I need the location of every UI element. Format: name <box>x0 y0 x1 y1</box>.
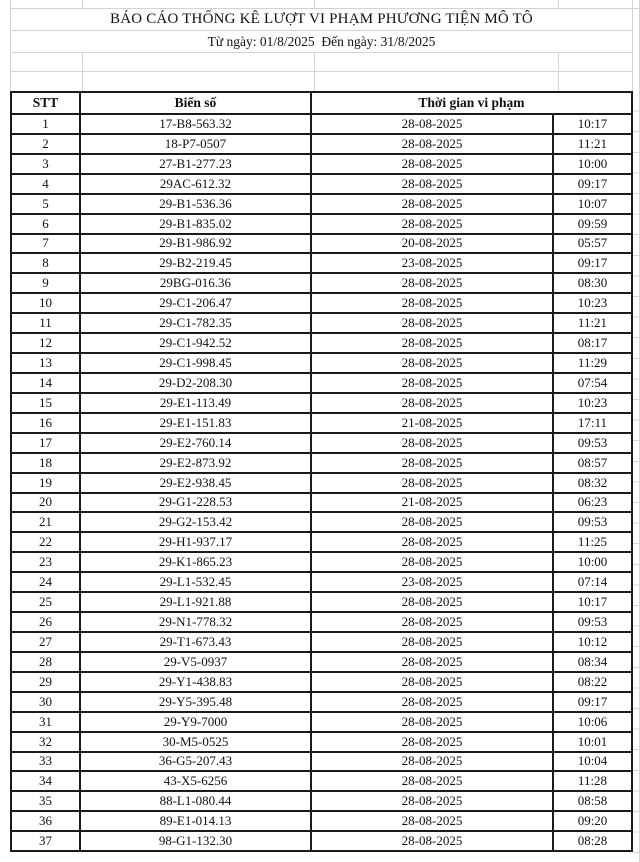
table-row <box>12 613 631 633</box>
cell-stt: 20 <box>12 494 81 512</box>
report-title: BÁO CÁO THỐNG KÊ LƯỢT VI PHẠM PHƯƠNG TIỆN MÔ TÔ <box>110 11 533 27</box>
cell-time: 06:23 <box>577 494 608 510</box>
cell-plate: 29-B1-536.36 <box>81 195 312 213</box>
cell-date: 28-08-2025 <box>312 115 554 133</box>
cell-date: 28-08-2025 <box>312 693 554 711</box>
cell-stt: 17 <box>12 434 81 452</box>
table-row <box>12 454 631 474</box>
cell-date: 28-08-2025 <box>312 274 554 292</box>
cell-time: 11:28 <box>577 773 608 789</box>
cell-time: 09:17 <box>577 175 608 191</box>
cell-stt: 22 <box>12 533 81 551</box>
cell-time: 10:00 <box>577 554 608 570</box>
cell-time: 11:29 <box>577 355 608 371</box>
table-row <box>12 772 631 792</box>
table-row <box>12 593 631 613</box>
cell-date: 28-08-2025 <box>312 593 554 611</box>
table-row <box>12 135 631 155</box>
cell-date: 28-08-2025 <box>312 673 554 691</box>
cell-stt: 29 <box>12 673 81 691</box>
cell-stt: 13 <box>12 354 81 372</box>
cell-plate: 29-Y5-395.48 <box>81 693 312 711</box>
cell-date: 28-08-2025 <box>312 733 554 751</box>
cell-stt: 14 <box>12 374 81 392</box>
table-row <box>12 254 631 274</box>
cell-stt: 10 <box>12 294 81 312</box>
cell-plate: 29-V5-0937 <box>81 653 312 671</box>
cell-time: 10:04 <box>577 753 608 769</box>
cell-time: 17:11 <box>577 414 608 430</box>
cell-plate: 29-B1-835.02 <box>81 215 312 233</box>
cell-time: 11:25 <box>577 534 608 550</box>
gridline-vertical <box>10 0 11 8</box>
cell-date: 28-08-2025 <box>312 772 554 790</box>
table-body <box>12 115 631 850</box>
cell-time: 08:58 <box>577 793 608 809</box>
cell-time: 11:21 <box>577 135 608 151</box>
cell-plate: 29-Y1-438.83 <box>81 673 312 691</box>
cell-plate: 29-C1-206.47 <box>81 294 312 312</box>
table-row <box>12 553 631 573</box>
cell-plate: 30-M5-0525 <box>81 733 312 751</box>
cell-stt: 26 <box>12 613 81 631</box>
cell-stt: 2 <box>12 135 81 153</box>
table-row <box>12 414 631 434</box>
cell-plate: 17-B8-563.32 <box>81 115 312 133</box>
gridline-vertical <box>558 0 559 8</box>
cell-date: 28-08-2025 <box>312 354 554 372</box>
table-row <box>12 474 631 494</box>
cell-stt: 18 <box>12 454 81 472</box>
cell-stt: 3 <box>12 155 81 173</box>
cell-date: 28-08-2025 <box>312 653 554 671</box>
cell-stt: 36 <box>12 812 81 830</box>
cell-plate: 29-D2-208.30 <box>81 374 312 392</box>
column-header-plate: Biển số <box>81 93 312 113</box>
cell-time: 09:17 <box>577 693 608 709</box>
cell-date: 21-08-2025 <box>312 414 554 432</box>
table-row <box>12 334 631 354</box>
cell-time: 08:34 <box>577 653 608 669</box>
cell-plate: 29-Y9-7000 <box>81 713 312 731</box>
cell-time: 05:57 <box>577 235 608 251</box>
cell-date: 28-08-2025 <box>312 792 554 810</box>
cell-plate: 29-L1-921.88 <box>81 593 312 611</box>
cell-date: 28-08-2025 <box>312 294 554 312</box>
cell-plate: 18-P7-0507 <box>81 135 312 153</box>
cell-time: 10:07 <box>577 195 608 211</box>
cell-time: 09:53 <box>577 514 608 530</box>
table-row <box>12 294 631 314</box>
cell-stt: 24 <box>12 573 81 591</box>
cell-time: 07:54 <box>577 374 608 390</box>
cell-date: 28-08-2025 <box>312 832 554 850</box>
report-date-range: Từ ngày: 01/8/2025 Đến ngày: 31/8/2025 <box>207 33 436 49</box>
table-row <box>12 693 631 713</box>
cell-date: 23-08-2025 <box>312 254 554 272</box>
cell-time: 08:22 <box>577 673 608 689</box>
cell-stt: 25 <box>12 593 81 611</box>
cell-plate: 29-N1-778.32 <box>81 613 312 631</box>
empty-rows-band <box>10 52 633 92</box>
cell-date: 28-08-2025 <box>312 713 554 731</box>
table-row <box>12 753 631 773</box>
column-header-stt: STT <box>12 93 81 113</box>
cell-stt: 30 <box>12 693 81 711</box>
cell-stt: 5 <box>12 195 81 213</box>
cell-stt: 19 <box>12 474 81 492</box>
table-row <box>12 354 631 374</box>
cell-stt: 9 <box>12 274 81 292</box>
table-row <box>12 633 631 653</box>
cell-plate: 43-X5-6256 <box>81 772 312 790</box>
table-row <box>12 274 631 294</box>
table-row <box>12 733 631 753</box>
cell-time: 09:17 <box>577 255 608 271</box>
cell-stt: 23 <box>12 553 81 571</box>
table-row <box>12 573 631 593</box>
violations-table <box>10 91 633 852</box>
cell-date: 28-08-2025 <box>312 812 554 830</box>
report-date-range-cell <box>10 30 633 53</box>
cell-time: 08:30 <box>577 275 608 291</box>
cell-stt: 11 <box>12 314 81 332</box>
cell-date: 28-08-2025 <box>312 334 554 352</box>
cell-stt: 21 <box>12 513 81 531</box>
cell-time: 10:17 <box>577 115 608 131</box>
gridline-vertical <box>558 53 559 91</box>
table-row <box>12 713 631 733</box>
cell-plate: 29-B2-219.45 <box>81 254 312 272</box>
table-row <box>12 653 631 673</box>
table-row <box>12 792 631 812</box>
cell-plate: 29-C1-782.35 <box>81 314 312 332</box>
table-row <box>12 235 631 255</box>
cell-date: 28-08-2025 <box>312 374 554 392</box>
cell-date: 23-08-2025 <box>312 573 554 591</box>
cell-time: 11:21 <box>577 315 608 331</box>
cell-date: 28-08-2025 <box>312 215 554 233</box>
cell-date: 28-08-2025 <box>312 434 554 452</box>
cell-stt: 32 <box>12 733 81 751</box>
cell-plate: 29-H1-937.17 <box>81 533 312 551</box>
cell-plate: 36-G5-207.43 <box>81 753 312 771</box>
cell-stt: 6 <box>12 215 81 233</box>
table-row <box>12 494 631 514</box>
table-row <box>12 513 631 533</box>
cell-date: 28-08-2025 <box>312 553 554 571</box>
column-header-violation-time: Thời gian vi phạm <box>418 95 525 110</box>
cell-plate: 29-B1-986.92 <box>81 235 312 253</box>
table-row <box>12 215 631 235</box>
cell-stt: 35 <box>12 792 81 810</box>
cell-stt: 8 <box>12 254 81 272</box>
cell-time: 08:57 <box>577 454 608 470</box>
gridline-vertical <box>314 53 315 91</box>
cell-date: 28-08-2025 <box>312 513 554 531</box>
cell-time: 08:28 <box>577 833 608 849</box>
cell-plate: 27-B1-277.23 <box>81 155 312 173</box>
cell-plate: 88-L1-080.44 <box>81 792 312 810</box>
cell-time: 10:23 <box>577 295 608 311</box>
cell-time: 07:14 <box>577 574 608 590</box>
gridline-vertical <box>632 0 633 8</box>
table-row <box>12 832 631 850</box>
cell-date: 28-08-2025 <box>312 474 554 492</box>
gridline-right-strip <box>633 91 640 862</box>
table-row <box>12 155 631 175</box>
cell-stt: 31 <box>12 713 81 731</box>
cell-plate: 29-C1-998.45 <box>81 354 312 372</box>
cell-time: 08:32 <box>577 474 608 490</box>
cell-plate: 29-G2-153.42 <box>81 513 312 531</box>
cell-date: 28-08-2025 <box>312 454 554 472</box>
table-row <box>12 374 631 394</box>
cell-date: 21-08-2025 <box>312 494 554 512</box>
cell-stt: 34 <box>12 772 81 790</box>
cell-time: 09:20 <box>577 813 608 829</box>
cell-plate: 98-G1-132.30 <box>81 832 312 850</box>
gridline-vertical <box>82 53 83 91</box>
cell-stt: 1 <box>12 115 81 133</box>
gridline-horizontal <box>11 71 632 72</box>
cell-time: 10:17 <box>577 594 608 610</box>
table-row <box>12 394 631 414</box>
cell-stt: 33 <box>12 753 81 771</box>
table-row <box>12 175 631 195</box>
cell-plate: 29-E1-113.49 <box>81 394 312 412</box>
cell-time: 10:01 <box>577 733 608 749</box>
cell-date: 28-08-2025 <box>312 135 554 153</box>
cell-time: 10:00 <box>577 155 608 171</box>
cell-stt: 16 <box>12 414 81 432</box>
cell-date: 28-08-2025 <box>312 753 554 771</box>
cell-stt: 37 <box>12 832 81 850</box>
cell-stt: 4 <box>12 175 81 193</box>
cell-plate: 29AC-612.32 <box>81 175 312 193</box>
cell-date: 28-08-2025 <box>312 195 554 213</box>
cell-plate: 29-E2-760.14 <box>81 434 312 452</box>
report-title-cell <box>10 8 633 31</box>
cell-date: 28-08-2025 <box>312 633 554 651</box>
table-row <box>12 533 631 553</box>
table-row <box>12 812 631 832</box>
cell-plate: 29-L1-532.45 <box>81 573 312 591</box>
cell-stt: 27 <box>12 633 81 651</box>
cell-time: 10:06 <box>577 713 608 729</box>
gridline-vertical <box>314 0 315 8</box>
cell-date: 28-08-2025 <box>312 533 554 551</box>
table-row <box>12 195 631 215</box>
table-header-row <box>12 93 631 115</box>
cell-plate: 29-C1-942.52 <box>81 334 312 352</box>
gridline-vertical <box>82 0 83 8</box>
table-row <box>12 314 631 334</box>
table-row <box>12 434 631 454</box>
cell-date: 28-08-2025 <box>312 394 554 412</box>
cell-time: 08:17 <box>577 335 608 351</box>
cell-date: 28-08-2025 <box>312 175 554 193</box>
cell-plate: 29-T1-673.43 <box>81 633 312 651</box>
cell-date: 20-08-2025 <box>312 235 554 253</box>
table-row <box>12 673 631 693</box>
cell-plate: 29-E1-151.83 <box>81 414 312 432</box>
cell-time: 10:23 <box>577 394 608 410</box>
cell-stt: 28 <box>12 653 81 671</box>
cell-date: 28-08-2025 <box>312 314 554 332</box>
table-row <box>12 115 631 135</box>
cell-plate: 29-G1-228.53 <box>81 494 312 512</box>
cell-time: 10:12 <box>577 633 608 649</box>
cell-plate: 89-E1-014.13 <box>81 812 312 830</box>
cell-plate: 29BG-016.36 <box>81 274 312 292</box>
cell-plate: 29-K1-865.23 <box>81 553 312 571</box>
cell-stt: 7 <box>12 235 81 253</box>
cell-stt: 15 <box>12 394 81 412</box>
cell-plate: 29-E2-873.92 <box>81 454 312 472</box>
cell-date: 28-08-2025 <box>312 613 554 631</box>
cell-stt: 12 <box>12 334 81 352</box>
cell-date: 28-08-2025 <box>312 155 554 173</box>
cell-plate: 29-E2-938.45 <box>81 474 312 492</box>
cell-time: 09:53 <box>577 614 608 629</box>
cell-time: 09:59 <box>577 215 608 231</box>
cell-time: 09:53 <box>577 434 608 450</box>
